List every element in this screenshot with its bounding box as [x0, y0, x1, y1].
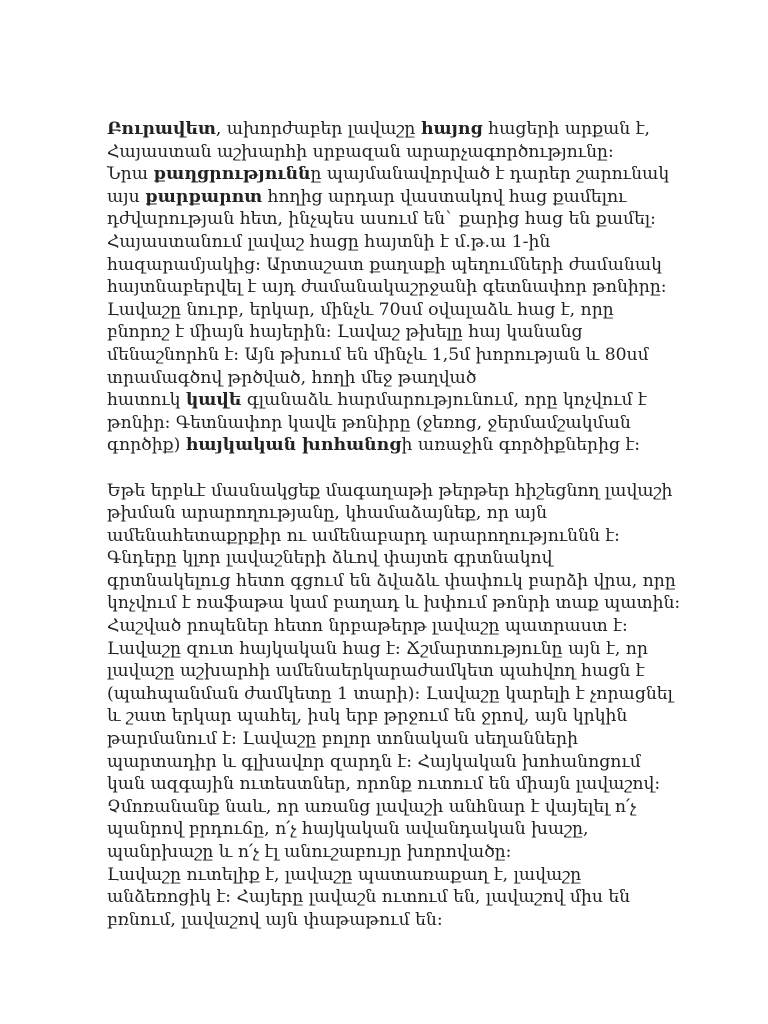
text-line	[107, 502, 727, 525]
text-run: պարտադիր և գլխավոր զարդն է: Հայկական խոհանոցում	[107, 751, 641, 772]
text-run: գլանաձև հարմարությունում, որը կոչվում է	[241, 390, 647, 411]
paragraph-1	[107, 118, 727, 457]
text-line	[107, 683, 727, 706]
text-line	[107, 141, 727, 164]
text-run: Չմոռանանք նաև, որ առանց լավաշի անհնար է վայելել ո՛չ	[107, 796, 637, 817]
text-run: բնորոշ է միայն հայերին: Լավաշ թխելը հայ կանանց	[107, 322, 583, 343]
text-run: Լավաշը զուտ հայկական հաց է: Ճշմարտությունը այն է, որ	[107, 638, 648, 659]
text-run: տրամագծով թրծված, հողի մեջ թաղված	[107, 367, 477, 388]
text-run: Հայաստան աշխարհի սրբազան արարչագործությունը:	[107, 141, 614, 162]
text-line	[107, 208, 727, 231]
text-line	[107, 344, 727, 367]
text-run: ամենահետաքրքիր ու ամենաբարդ արարողություննն է:	[107, 525, 620, 546]
text-run: մենաշնորհն է: Այն թխում են մինչև 1,5մ խորության և 80սմ	[107, 344, 649, 365]
text-line	[107, 864, 727, 887]
text-line	[107, 299, 727, 322]
text-run: կոչվում է ռաֆաթա կամ բաղադ և խփում թոնրի տաք պատին:	[107, 593, 681, 614]
bold-term: Բուրավետ	[107, 119, 216, 139]
text-run: պանրով բրդուճը, ո՛չ հայկական ավանդական խաշը,	[107, 819, 589, 840]
text-line	[107, 773, 727, 796]
bold-term: հայկական խոհանոց	[185, 435, 402, 456]
text-run: , ախորժաբեր լավաշը	[215, 119, 421, 139]
text-line	[107, 163, 727, 186]
text-run: ի առաջին գործիքներից է:	[401, 435, 641, 456]
text-line	[107, 186, 727, 209]
text-line	[107, 412, 727, 435]
text-line	[107, 638, 727, 661]
text-run: հազարամյակից: Արտաշատ քաղաքի պեղումների ժամանակ	[107, 254, 662, 275]
text-line	[107, 841, 727, 864]
text-line	[107, 231, 727, 254]
text-line	[107, 321, 727, 344]
text-run: անձեռոցիկ է: Հայերը լավաշն ուտում են, լավաշով միս են	[107, 887, 631, 908]
text-run: հատուկ	[107, 390, 186, 411]
text-line	[107, 705, 727, 728]
bold-term: քարքարոտ	[145, 186, 263, 207]
text-run: հայտնաբերվել է այդ ժամանակաշրջանի գետնափոր թոնիրը:	[107, 277, 667, 298]
text-line	[107, 660, 727, 683]
text-run: և շատ երկար պահել, իսկ երբ թրջում են ջրով, այն կրկին	[107, 706, 628, 727]
text-line	[107, 728, 727, 751]
document-body	[107, 118, 727, 931]
text-line	[107, 886, 727, 909]
bold-term: կավե	[185, 390, 242, 411]
text-run: Գնդերը կլոր լավաշների ձևով փայտե գրտնակով	[107, 548, 553, 569]
bold-term: հայոց	[420, 119, 483, 139]
text-run: թարմանում է: Լավաշը բոլոր տոնական սեղանների	[107, 729, 579, 750]
text-run: Հայաստանում լավաշ հացը հայտնի է մ.թ.ա 1-ին	[107, 231, 551, 252]
text-line	[107, 254, 727, 277]
text-run: ը պայմանավորված է դարեր շարունակ	[310, 164, 670, 185]
text-run: հողից արդար վաստակով հաց քամելու	[262, 186, 627, 207]
text-run: Հաշված րոպեներ հետո նրբաթերթ լավաշը պատրաստ է:	[107, 616, 628, 637]
text-run: Լավաշը նուրբ, երկար, մինչև 70սմ օվալաձև հաց է, որը	[107, 299, 614, 320]
bold-term: քաղցրությունն	[153, 164, 311, 185]
text-run: Եթե երբևէ մասնակցեք մագաղաթի թերթեր հիշեցնող լավաշի	[107, 480, 673, 501]
text-line	[107, 434, 727, 457]
text-run: լավաշը աշխարհի ամենաերկարաժամկետ պահվող հացն է	[107, 661, 645, 682]
text-line	[107, 525, 727, 548]
text-line	[107, 547, 727, 570]
text-run: Նրա	[107, 164, 154, 185]
text-run: այս	[107, 186, 146, 207]
text-line	[107, 276, 727, 299]
text-run: թխման արարողությանը, կհամաձայնեք, որ այն	[107, 503, 548, 524]
text-line	[107, 615, 727, 638]
text-run: (պահպանման ժամկետը 1 տարի): Լավաշը կարելի է չորացնել	[107, 683, 673, 704]
text-run: թոնիր: Գետնափոր կավե թոնիրը (ջեռոց, ջերմամշակման	[107, 412, 631, 433]
text-line	[107, 118, 727, 141]
text-run: դժվարության հետ, ինչպես ասում են` քարից հաց են քամել:	[107, 209, 656, 230]
text-line	[107, 592, 727, 615]
text-line	[107, 389, 727, 412]
text-run: Լավաշը ուտելիք է, լավաշը պատառաքաղ է, լավաշը	[107, 864, 582, 885]
paragraph-2	[107, 480, 727, 932]
text-line	[107, 570, 727, 593]
text-line	[107, 909, 727, 932]
text-line	[107, 751, 727, 774]
text-run: հացերի արքան է,	[482, 119, 650, 139]
text-run: բռնում, լավաշով այն փաթաթում են:	[107, 909, 443, 930]
text-line	[107, 796, 727, 819]
text-line	[107, 818, 727, 841]
text-run: պանրխաշը և ո՛չ էլ անուշաբույր խորովածը:	[107, 842, 512, 862]
text-line	[107, 480, 727, 503]
text-run: կան ազգային ուտեստներ, որոնք ուտում են միայն լավաշով:	[107, 774, 661, 795]
text-line	[107, 367, 727, 390]
text-run: գործիք)	[107, 435, 186, 456]
text-run: գրտնակելուց հետո գցում են ձվաձև փափուկ բարձի վրա, որը	[107, 570, 676, 591]
